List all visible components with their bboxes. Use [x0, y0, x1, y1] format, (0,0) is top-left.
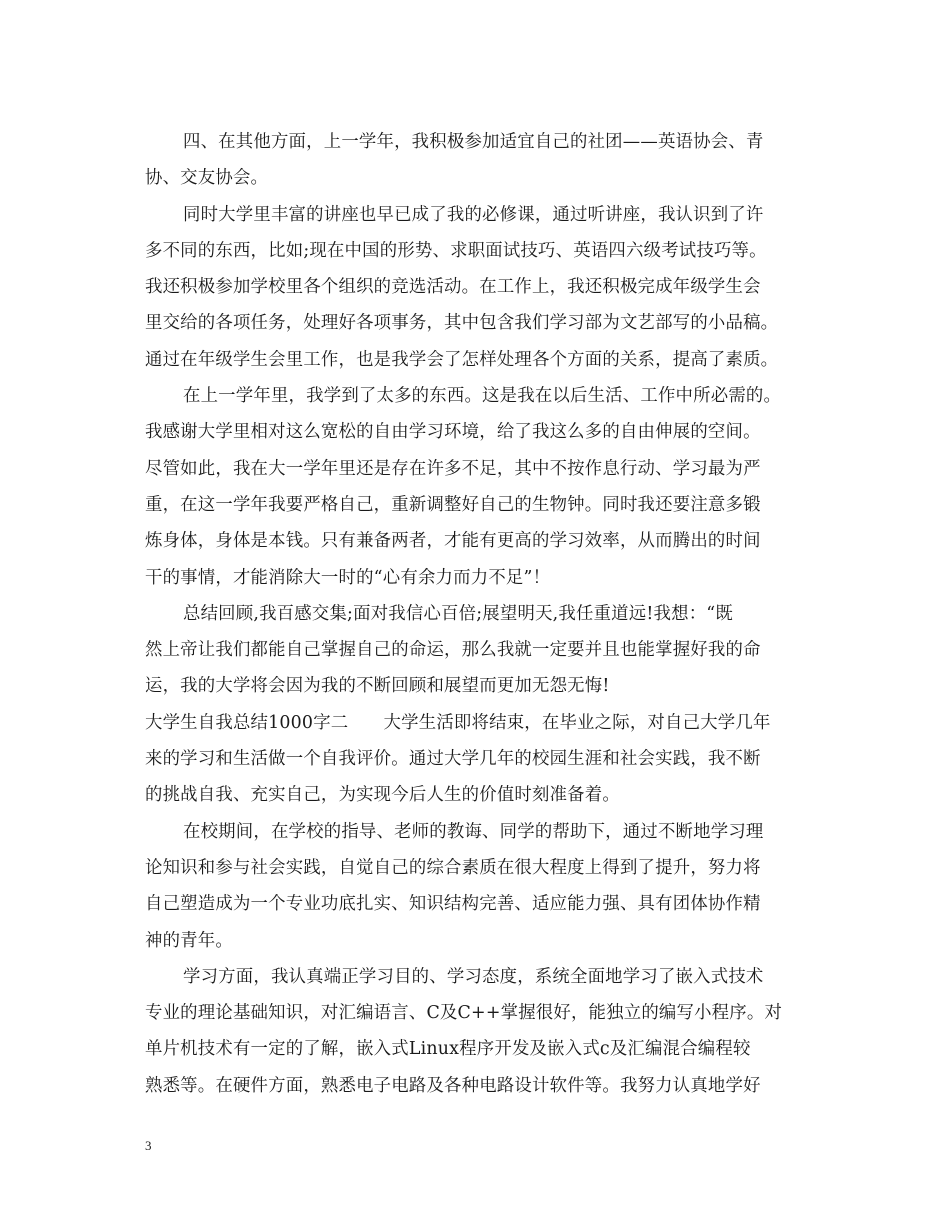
page-number: 3 — [145, 1138, 152, 1153]
text-line: 我感谢大学里相对这么宽松的自由学习环境，给了我这么多的自由伸展的空间。 — [145, 422, 761, 443]
document-body — [145, 124, 807, 1104]
text-line: 尽管如此，我在大一学年里还是存在许多不足，其中不按作息行动、学习最为严 — [145, 458, 761, 479]
text-line: 的挑战自我、充实自己，为实现今后人生的价值时刻准备着。 — [145, 785, 620, 806]
text-line: 多不同的东西，比如;现在中国的形势、求职面试技巧、英语四六级考试技巧等。 — [145, 240, 767, 261]
text-line: 然上帝让我们都能自己掌握自己的命运，那么我就一定要并且也能掌握好我的命 — [145, 640, 761, 661]
text-line: 干的事情，才能消除大一时的“心有余力而力不足”！ — [145, 567, 551, 588]
text-line: 我还积极参加学校里各个组织的竞选活动。在工作上，我还积极完成年级学生会 — [145, 277, 761, 298]
text-line: 总结回顾,我百感交集;面对我信心百倍;展望明天,我任重道远!我想：“既 — [183, 603, 733, 624]
text-line: 同时大学里丰富的讲座也早已成了我的必修课，通过听讲座，我认识到了许 — [183, 204, 764, 225]
text-line: 专业的理论基础知识，对汇编语言、C及C++掌握很好，能独立的编写小程序。对 — [145, 1003, 783, 1024]
text-line: 四、在其他方面，上一学年，我积极参加适宜自己的社团——英语协会、青 — [183, 132, 764, 152]
text-line: 学习方面，我认真端正学习目的、学习态度，系统全面地学习了嵌入式技术 — [183, 966, 764, 987]
text-line: 自己塑造成为一个专业功底扎实、知识结构完善、适应能力强、具有团体协作精 — [145, 894, 761, 915]
text-line: 重，在这一学年我要严格自己，重新调整好自己的生物钟。同时我还要注意多锻 — [145, 494, 761, 515]
text-line: 熟悉等。在硬件方面，熟悉电子电路及各种电路设计软件等。我努力认真地学好 — [145, 1075, 761, 1096]
text-line: 论知识和参与社会实践，自觉自己的综合素质在很大程度上得到了提升，努力将 — [145, 857, 761, 878]
text-line: 在上一学年里，我学到了太多的东西。这是我在以后生活、工作中所必需的。 — [183, 386, 782, 407]
text-line: 通过在年级学生会里工作，也是我学会了怎样处理各个方面的关系，提高了素质。 — [145, 349, 779, 370]
text-line: 协、交友协会。 — [145, 168, 269, 189]
text-line: 来的学习和生活做一个自我评价。通过大学几年的校园生涯和社会实践，我不断 — [145, 749, 761, 770]
text-line: 炼身体，身体是本钱。只有兼备两者，才能有更高的学习效率，从而腾出的时间 — [145, 531, 761, 552]
section-heading-line: 大学生自我总结1000字二 大学生活即将结束，在毕业之际，对自己大学几年 — [145, 712, 771, 733]
text-line: 运，我的大学将会因为我的不断回顾和展望而更加无怨无悔! — [145, 676, 610, 697]
text-line: 神的青年。 — [145, 930, 233, 951]
text-line: 在校期间，在学校的指导、老师的教诲、同学的帮助下，通过不断地学习理 — [183, 821, 764, 842]
text-line: 里交给的各项任务，处理好各项事务，其中包含我们学习部为文艺部写的小品稿。 — [145, 313, 779, 334]
text-line: 单片机技术有一定的了解，嵌入式Linux程序开发及嵌入式c及汇编混合编程较 — [145, 1039, 751, 1060]
